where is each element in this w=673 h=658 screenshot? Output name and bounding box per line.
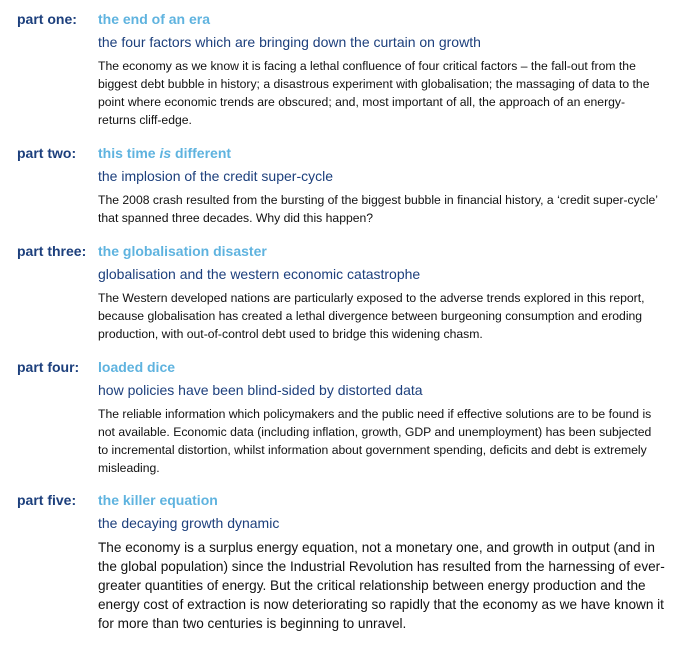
part-description: The economy as we know it is facing a lethal confluence of four critical factors – the fall-out from the biggest debt bubble in history; a disastrous experiment with globalisation; the massaging of data to the point where economic trends are obscured; and, most important of all, the approach of an energy-returns cliff-edge. — [98, 59, 650, 127]
part-title: the globalisation disaster — [98, 243, 267, 259]
part-label: part two: — [17, 145, 77, 161]
part-title: the end of an era — [98, 11, 211, 27]
part-subtitle: the implosion of the credit super-cycle — [98, 168, 333, 184]
part-title — [98, 145, 231, 161]
part-title-text: different — [171, 145, 232, 161]
part-description: The 2008 crash resulted from the bursting of the biggest bubble in financial history, a ‘credit super-cycle’ that spanned three decades. Why did this happen? — [98, 193, 658, 225]
part-title-emphasis: is — [159, 145, 172, 161]
part-label: part three: — [17, 243, 87, 259]
part-label: part one: — [17, 11, 77, 27]
part-subtitle: globalisation and the western economic catastrophe — [98, 266, 421, 282]
part-title: the killer equation — [98, 492, 218, 508]
part-title-text: this time — [98, 145, 160, 161]
part-description: The Western developed nations are particularly exposed to the adverse trends explored in this report, because globalisation has created a lethal divergence between burgeoning consumption and eroding production, with out-of-control debt used to bridge this widening chasm. — [98, 291, 645, 341]
part-description: The reliable information which policymakers and the public need if effective solutions are to be found is not available. Economic data (including inflation, growth, GDP and unemployment) has been subjected to incremental distortion, whilst information about government spending, deficits and debt is extremely misleading. — [98, 407, 652, 475]
part-subtitle: the four factors which are bringing down the curtain on growth — [98, 34, 481, 50]
part-subtitle: the decaying growth dynamic — [98, 515, 280, 531]
part-description: The economy is a surplus energy equation, not a monetary one, and growth in output (and in the global population) since the Industrial Revolution has resulted from the harnessing of ever-greater quantities of energy. But the critical relationship between energy production and the energy cost of extraction is now deteriorating so rapidly that the economy as we have known it for more than two centuries is beginning to unravel. — [98, 540, 665, 631]
part-label: part four: — [17, 359, 80, 375]
part-label: part five: — [17, 492, 77, 508]
part-subtitle: how policies have been blind-sided by distorted data — [98, 382, 423, 398]
part-title: loaded dice — [98, 359, 176, 375]
